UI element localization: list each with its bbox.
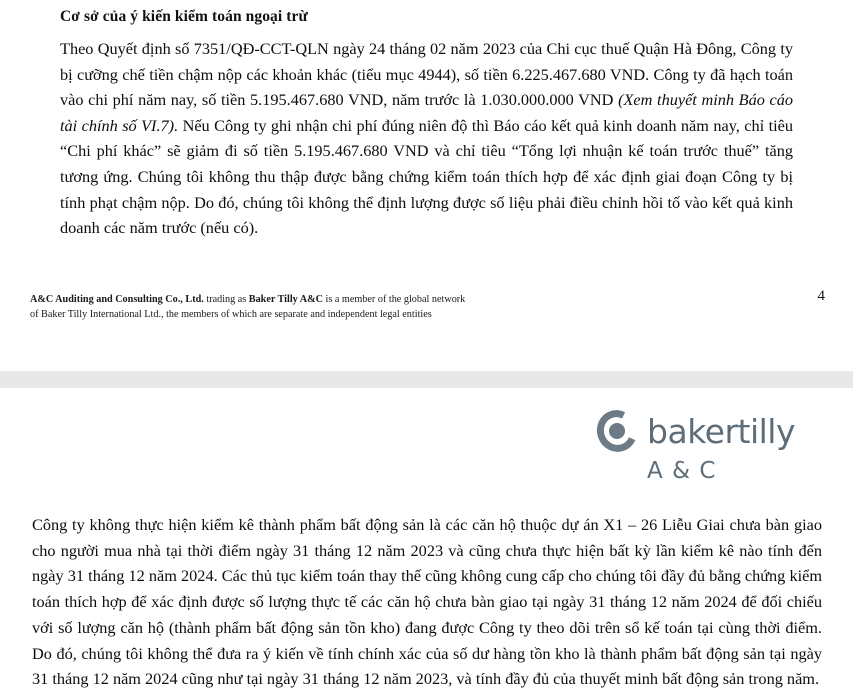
footer-text-1: trading as	[203, 294, 249, 305]
page-footer-note	[30, 293, 590, 322]
page-top-paragraph	[60, 36, 793, 241]
footer-text-3: of Baker Tilly International Ltd., the members of which are separate and independent legal entities	[30, 308, 432, 320]
footer-firm-name: A&C Auditing and Consulting Co., Ltd.	[30, 294, 204, 305]
paragraph-part-1: Theo Quyết định số 7351/QĐ-CCT-QLN ngày 24 tháng 02 năm 2023 của Chi cục thuế Quận Hà Đông, Công ty bị cưỡng chế tiền chậm nộp các khoản khác (tiểu mục 4944), số tiền 6.225.467.680 VND. Công ty đã hạch toán vào chi phí năm nay, số tiền 5.195.467.680 VND, năm trước là 1.030.000.000 VND	[60, 39, 793, 110]
page-number: 4	[817, 288, 825, 304]
logo-subtitle: A & C	[647, 458, 717, 484]
section-heading: Cơ sở của ý kiến kiểm toán ngoại trừ	[60, 8, 308, 25]
paragraph-part-2: Nếu Công ty ghi nhận chi phí đúng niên độ thì Báo cáo kết quả kinh doanh năm nay, chỉ tiêu “Chi phí khác” sẽ giảm đi số tiền 5.195.467.680 VND và chỉ tiêu “Tổng lợi nhuận kế toán trước thuế” tăng tương ứng. Chúng tôi không thu thập được bằng chứng kiểm toán thích hợp để xác định giai đoạn Công ty bị tính phạt chậm nộp. Do đó, chúng tôi không thể định lượng được số liệu phải điều chỉnh hồi tố vào kết quả kinh doanh các năm trước (nếu có).	[60, 115, 793, 238]
paragraph-italic-note: (Xem thuyết minh Báo cáo tài chính số VI.7).	[60, 90, 793, 135]
baker-tilly-mark-icon	[597, 410, 637, 452]
footer-brand-name: Baker Tilly A&C	[248, 294, 323, 305]
baker-tilly-logo	[597, 410, 795, 484]
footer-text-2: is a member of the global network	[322, 294, 466, 305]
page-separator	[0, 371, 853, 388]
page-bottom-paragraph: Công ty không thực hiện kiểm kê thành phẩm bất động sản là các căn hộ thuộc dự án X1 – 26 Liễu Giai chưa bàn giao cho người mua nhà tại thời điểm ngày 31 tháng 12 năm 2023 và cũng chưa thực hiện bất kỳ lần kiểm kê nào tính đến ngày 31 tháng 12 năm 2024. Các thủ tục kiểm toán thay thế cũng không cung cấp cho chúng tôi đầy đủ bằng chứng kiểm toán thích hợp để xác định được số lượng thực tế các căn hộ chưa bàn giao tại ngày 31 tháng 12 năm 2024 để đối chiếu với số lượng căn hộ (thành phẩm bất động sản tồn kho) đang được Công ty theo dõi trên sổ kế toán tại cùng thời điểm. Do đó, chúng tôi không thể đưa ra ý kiến về tính chính xác của số dư hàng tồn kho là thành phẩm bất động sản tại ngày 31 tháng 12 năm 2024 cũng như tại ngày 31 tháng 12 năm 2023, và tính đầy đủ của thuyết minh bất động sản trong năm.	[32, 515, 822, 689]
logo-wordmark: bakertilly	[647, 411, 795, 451]
page-bottom	[0, 388, 853, 694]
